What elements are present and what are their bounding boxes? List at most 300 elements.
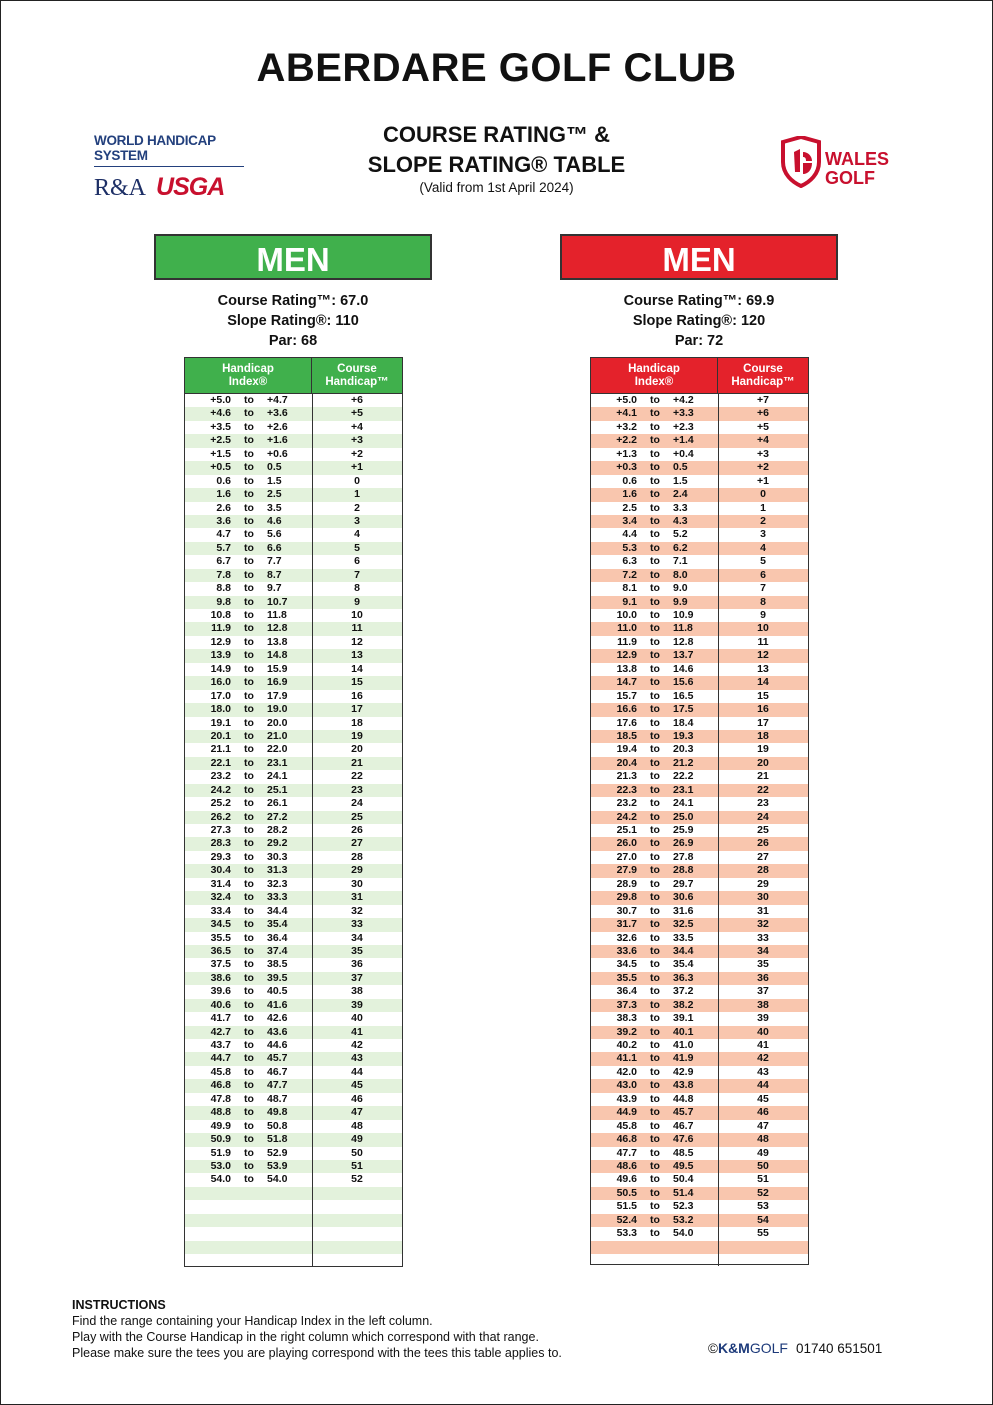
index-from: 43.9	[616, 1092, 637, 1105]
index-to: 44.6	[267, 1039, 288, 1051]
index-from: 49.9	[210, 1119, 231, 1132]
course-handicap: +6	[757, 407, 769, 420]
table-row	[591, 622, 808, 635]
course-handicap: 1	[760, 501, 766, 514]
world-handicap-system-logo	[94, 133, 254, 202]
course-handicap: 46	[351, 1092, 363, 1105]
index-from: 46.8	[616, 1133, 637, 1146]
index-from: 47.7	[616, 1146, 637, 1159]
to-word: to	[650, 864, 660, 877]
course-handicap: 15	[351, 676, 363, 689]
index-to: 53.2	[673, 1213, 694, 1226]
table-row	[591, 784, 808, 797]
left-par: Par: 68	[268, 333, 318, 349]
table-row	[185, 555, 402, 568]
to-word: to	[244, 1065, 254, 1078]
index-from: 19.4	[616, 743, 637, 756]
table-row	[591, 475, 808, 488]
index-from: 35.5	[616, 971, 637, 984]
to-word: to	[244, 555, 254, 568]
course-handicap: 53	[757, 1200, 769, 1213]
to-word: to	[244, 1012, 254, 1025]
course-handicap: 10	[757, 622, 769, 635]
index-to: 13.7	[673, 649, 694, 662]
index-to: 31.3	[267, 864, 288, 877]
table-row	[591, 1254, 808, 1266]
to-word: to	[244, 622, 254, 635]
index-to: 35.4	[267, 918, 288, 931]
index-to: 11.8	[267, 609, 287, 621]
index-from: 45.8	[210, 1065, 231, 1078]
index-to: +4.2	[673, 394, 694, 406]
index-to: 38.5	[267, 958, 288, 971]
index-from: 29.8	[616, 891, 637, 904]
table-row	[591, 394, 808, 407]
to-word: to	[650, 1173, 660, 1186]
index-from: 25.2	[210, 797, 231, 810]
to-word: to	[244, 1052, 254, 1065]
table-row	[591, 1147, 808, 1160]
index-from: 10.8	[210, 609, 231, 621]
index-to: 38.2	[673, 998, 694, 1011]
course-handicap: 25	[757, 824, 769, 836]
index-from: 18.0	[210, 703, 231, 716]
index-from: 7.8	[216, 568, 231, 581]
index-to: 2.5	[267, 488, 282, 501]
to-word: to	[650, 595, 660, 608]
wales-word: WALES	[825, 149, 890, 169]
to-word: to	[650, 703, 660, 716]
table-row	[185, 1227, 402, 1240]
index-to: 11.8	[673, 622, 693, 635]
index-to: +1.4	[673, 434, 694, 447]
course-handicap: 50	[351, 1146, 363, 1159]
to-word: to	[244, 1173, 254, 1186]
index-to: +3.3	[673, 407, 694, 420]
index-from: 22.1	[210, 756, 231, 769]
to-word: to	[244, 756, 254, 769]
course-handicap: 38	[351, 985, 363, 998]
to-word: to	[650, 1200, 660, 1213]
table-row	[591, 609, 808, 622]
table-row	[185, 891, 402, 904]
index-from: +5.0	[210, 394, 231, 406]
table-row	[185, 609, 402, 622]
to-word: to	[244, 810, 254, 823]
index-to: 35.4	[673, 958, 694, 971]
to-word: to	[650, 837, 660, 850]
to-word: to	[244, 1079, 254, 1092]
index-to: 9.0	[673, 582, 688, 595]
index-to: 46.7	[673, 1119, 694, 1132]
to-word: to	[650, 756, 660, 769]
index-from: 31.4	[210, 877, 231, 890]
course-handicap: 26	[351, 824, 363, 836]
to-word: to	[650, 528, 660, 541]
course-handicap: 11	[351, 622, 363, 635]
table-row	[591, 797, 808, 810]
index-from: 33.4	[210, 904, 231, 917]
index-to: 12.8	[267, 622, 288, 635]
table-row	[591, 1187, 808, 1200]
course-handicap: 42	[351, 1039, 363, 1051]
index-to: 54.0	[673, 1227, 694, 1240]
course-handicap: 20	[351, 743, 363, 756]
index-to: 25.0	[673, 810, 694, 823]
index-from: 23.2	[616, 797, 637, 810]
table-row	[185, 394, 402, 407]
index-to: 14.6	[673, 662, 694, 675]
index-to: 2.4	[673, 488, 688, 501]
course-handicap: 8	[354, 582, 360, 595]
index-from: 14.7	[616, 676, 637, 689]
index-from: 34.5	[616, 958, 637, 971]
to-word: to	[244, 1119, 254, 1132]
index-to: 18.4	[673, 716, 694, 729]
to-word: to	[650, 891, 660, 904]
left-course-handicap-header: Course Handicap™	[325, 362, 389, 388]
left-course-info	[154, 291, 432, 351]
index-to: 17.5	[673, 703, 694, 716]
index-to: 36.3	[673, 971, 694, 984]
course-handicap: 42	[757, 1052, 769, 1065]
index-to: +0.6	[267, 447, 288, 460]
index-to: 52.3	[673, 1200, 694, 1213]
table-row	[591, 582, 808, 595]
right-handicap-index-header: Handicap Index®	[591, 358, 718, 393]
table-row	[591, 528, 808, 541]
to-word: to	[244, 797, 254, 810]
course-handicap: 2	[760, 514, 766, 527]
index-from: 3.4	[622, 514, 637, 527]
course-handicap: 0	[354, 474, 360, 487]
index-to: 50.4	[673, 1173, 694, 1186]
table-row	[591, 757, 808, 770]
index-from: 11.9	[617, 635, 637, 648]
table-row	[591, 1012, 808, 1025]
course-handicap: +7	[757, 394, 769, 406]
course-handicap: 18	[757, 729, 769, 742]
to-word: to	[244, 985, 254, 998]
course-handicap: +5	[351, 407, 363, 420]
to-word: to	[650, 985, 660, 998]
left-handicap-index-header: Handicap Index®	[185, 358, 312, 393]
index-from: 22.3	[616, 783, 637, 796]
course-handicap: +1	[757, 474, 769, 487]
to-word: to	[650, 877, 660, 890]
index-from: 52.4	[616, 1213, 637, 1226]
to-word: to	[650, 635, 660, 648]
table-row	[185, 878, 402, 891]
index-to: 16.9	[267, 676, 288, 689]
index-from: 17.0	[210, 689, 231, 702]
index-to: 23.1	[267, 756, 288, 769]
index-from: 9.1	[622, 595, 637, 608]
instructions-line-1: Find the range containing your Handicap Index in the left column.	[72, 1314, 433, 1328]
table-row	[591, 636, 808, 649]
index-from: 6.7	[216, 555, 231, 568]
index-to: 23.1	[673, 783, 694, 796]
index-from: 3.6	[216, 514, 231, 527]
table-row	[185, 918, 402, 931]
table-row	[185, 797, 402, 810]
index-from: 47.8	[210, 1092, 231, 1105]
to-word: to	[650, 1012, 660, 1025]
table-row	[185, 905, 402, 918]
index-from: 42.0	[616, 1065, 637, 1078]
to-word: to	[650, 488, 660, 501]
index-from: +1.3	[616, 447, 637, 460]
to-word: to	[650, 1227, 660, 1240]
index-to: +1.6	[267, 434, 288, 447]
to-word: to	[244, 891, 254, 904]
index-to: 13.8	[267, 635, 288, 648]
index-to: 19.3	[673, 729, 694, 742]
index-to: 15.6	[673, 676, 694, 689]
index-from: 38.3	[616, 1012, 637, 1025]
table-row	[591, 918, 808, 931]
index-from: 7.2	[622, 568, 637, 581]
table-row	[591, 649, 808, 662]
table-row	[185, 448, 402, 461]
course-handicap: 43	[351, 1052, 363, 1065]
table-row	[185, 663, 402, 676]
course-handicap: 24	[757, 810, 769, 823]
to-word: to	[650, 447, 660, 460]
index-from: 32.4	[210, 891, 231, 904]
index-to: 7.7	[267, 555, 282, 568]
index-to: +2.3	[673, 420, 694, 433]
course-handicap: 55	[757, 1227, 769, 1240]
table-row	[591, 488, 808, 501]
to-word: to	[650, 971, 660, 984]
table-row	[185, 1106, 402, 1119]
index-to: 47.7	[267, 1079, 288, 1092]
whs-rule	[94, 166, 244, 167]
index-from: 26.0	[616, 837, 637, 850]
index-from: 46.8	[210, 1079, 231, 1092]
table-row	[185, 502, 402, 515]
to-word: to	[650, 1119, 660, 1132]
to-word: to	[244, 1025, 254, 1038]
course-handicap: 30	[351, 877, 363, 890]
course-handicap: 14	[757, 676, 769, 689]
course-handicap: 36	[351, 958, 363, 971]
table-row	[591, 421, 808, 434]
index-to: 31.6	[673, 904, 694, 917]
index-from: +0.3	[616, 461, 637, 474]
index-from: 40.6	[210, 998, 231, 1011]
index-from: 28.9	[616, 877, 637, 890]
index-to: 25.9	[673, 824, 694, 836]
to-word: to	[244, 1039, 254, 1051]
index-from: 32.6	[616, 931, 637, 944]
index-from: 50.5	[616, 1186, 637, 1199]
course-handicap: 7	[760, 582, 766, 595]
table-row	[591, 448, 808, 461]
index-to: +4.7	[267, 394, 288, 406]
index-from: 45.8	[616, 1119, 637, 1132]
to-word: to	[650, 1025, 660, 1038]
to-word: to	[244, 850, 254, 863]
to-word: to	[244, 716, 254, 729]
index-to: 49.5	[673, 1159, 694, 1172]
left-table-body	[185, 394, 402, 1267]
to-word: to	[650, 944, 660, 957]
course-handicap: 18	[351, 716, 363, 729]
table-row	[591, 502, 808, 515]
course-handicap: 13	[351, 649, 363, 662]
table-row	[185, 1079, 402, 1092]
table-row	[185, 636, 402, 649]
index-from: 39.2	[616, 1025, 637, 1038]
wales-golf-logo	[780, 136, 910, 192]
to-word: to	[244, 420, 254, 433]
right-course-handicap-header: Course Handicap™	[731, 362, 795, 388]
index-from: 18.5	[616, 729, 637, 742]
index-to: 4.6	[267, 514, 282, 527]
table-row	[591, 1133, 808, 1146]
index-from: +5.0	[616, 394, 637, 406]
index-to: 32.5	[673, 918, 694, 931]
right-table-header	[591, 358, 808, 394]
course-handicap: 46	[757, 1106, 769, 1119]
index-from: 31.7	[616, 918, 637, 931]
index-from: 11.0	[617, 622, 637, 635]
to-word: to	[244, 649, 254, 662]
to-word: to	[244, 568, 254, 581]
index-to: 27.2	[267, 810, 288, 823]
to-word: to	[244, 918, 254, 931]
course-handicap: 17	[351, 703, 363, 716]
table-row	[591, 1173, 808, 1186]
table-row	[185, 784, 402, 797]
course-handicap: 6	[354, 555, 360, 568]
index-to: 0.5	[673, 461, 688, 474]
index-to: 43.8	[673, 1079, 694, 1092]
left-course-rating: Course Rating™: 67.0	[217, 293, 369, 309]
to-word: to	[650, 555, 660, 568]
index-to: 33.5	[673, 931, 694, 944]
table-row	[591, 1093, 808, 1106]
course-handicap: 17	[757, 716, 769, 729]
to-word: to	[650, 1092, 660, 1105]
index-from: 54.0	[210, 1173, 231, 1186]
index-to: 28.8	[673, 864, 694, 877]
index-to: 42.6	[267, 1012, 288, 1025]
index-to: 5.6	[267, 528, 282, 541]
index-to: 32.3	[267, 877, 288, 890]
index-from: 53.3	[616, 1227, 637, 1240]
index-from: 8.8	[216, 582, 231, 595]
to-word: to	[244, 501, 254, 514]
course-handicap: 35	[757, 958, 769, 971]
table-row	[185, 717, 402, 730]
index-to: 0.5	[267, 461, 282, 474]
table-row	[185, 1214, 402, 1227]
index-to: 44.8	[673, 1092, 694, 1105]
to-word: to	[650, 850, 660, 863]
table-row	[591, 515, 808, 528]
table-row	[185, 649, 402, 662]
index-from: 25.1	[616, 824, 637, 836]
course-handicap: 15	[757, 689, 769, 702]
index-to: 27.8	[673, 850, 694, 863]
index-to: 46.7	[267, 1065, 288, 1078]
index-to: 6.6	[267, 541, 282, 554]
course-handicap: 32	[351, 904, 363, 917]
left-column-divider	[312, 394, 313, 1267]
course-handicap: 24	[351, 797, 363, 810]
index-to: 9.7	[267, 582, 282, 595]
to-word: to	[244, 635, 254, 648]
to-word: to	[650, 568, 660, 581]
course-handicap: 3	[760, 528, 766, 541]
index-to: 25.1	[267, 783, 288, 796]
index-to: 10.9	[673, 609, 694, 621]
to-word: to	[650, 1159, 660, 1172]
to-word: to	[244, 1133, 254, 1146]
index-from: 4.7	[216, 528, 231, 541]
index-from: 48.8	[210, 1106, 231, 1119]
index-to: 33.3	[267, 891, 288, 904]
table-row	[185, 837, 402, 850]
index-from: 12.9	[210, 635, 231, 648]
index-from: 38.6	[210, 971, 231, 984]
course-handicap: 47	[351, 1106, 363, 1119]
to-word: to	[650, 824, 660, 836]
table-row	[591, 743, 808, 756]
course-handicap: 49	[351, 1133, 363, 1146]
index-from: +4.6	[210, 407, 231, 420]
table-row	[185, 488, 402, 501]
table-row	[185, 622, 402, 635]
course-handicap: 4	[760, 541, 766, 554]
course-handicap: 32	[757, 918, 769, 931]
to-word: to	[650, 582, 660, 595]
index-to: 24.1	[267, 770, 288, 783]
course-handicap: 34	[757, 944, 769, 957]
table-row	[591, 932, 808, 945]
to-word: to	[650, 958, 660, 971]
index-to: 48.5	[673, 1146, 694, 1159]
index-from: 5.7	[216, 541, 231, 554]
course-handicap: +3	[351, 434, 363, 447]
index-from: 43.7	[210, 1039, 231, 1051]
to-word: to	[244, 971, 254, 984]
to-word: to	[650, 622, 660, 635]
index-from: 19.1	[210, 716, 231, 729]
table-row	[591, 985, 808, 998]
to-word: to	[244, 434, 254, 447]
table-row	[591, 690, 808, 703]
table-row	[185, 1039, 402, 1052]
right-column-divider	[718, 394, 719, 1266]
table-row	[185, 1254, 402, 1267]
table-row	[185, 1160, 402, 1173]
index-to: 22.2	[673, 770, 694, 783]
index-to: 10.7	[267, 595, 288, 608]
index-from: 20.4	[616, 756, 637, 769]
index-from: 26.2	[210, 810, 231, 823]
index-to: 3.5	[267, 501, 282, 514]
table-row	[185, 851, 402, 864]
wales-golf-wordmark	[825, 150, 889, 188]
table-row	[591, 1200, 808, 1213]
course-handicap: 12	[351, 635, 363, 648]
index-to: +0.4	[673, 447, 694, 460]
index-to: 9.9	[673, 595, 688, 608]
